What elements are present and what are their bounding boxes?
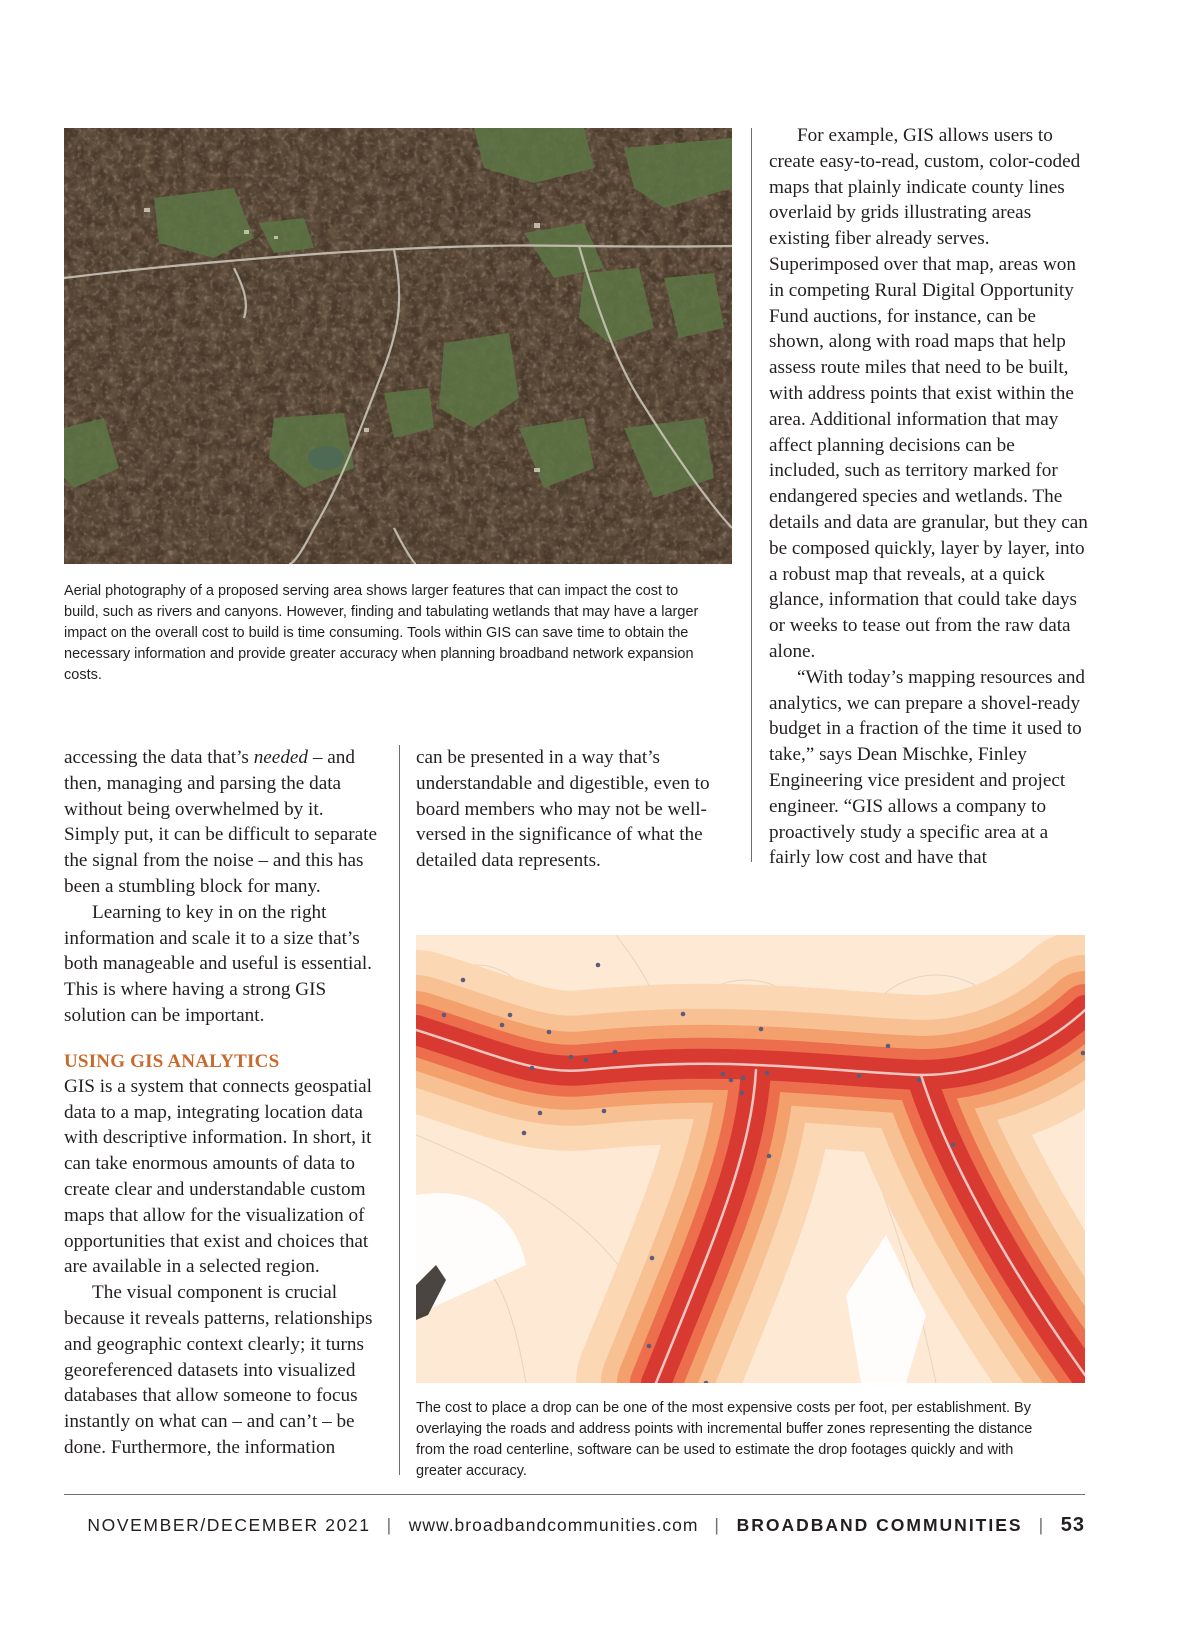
page-number: 53	[1060, 1513, 1085, 1536]
footer-issue: NOVEMBER/DECEMBER 2021	[87, 1514, 371, 1535]
left-column-paragraph-3: GIS is a system that connects geospatial data to a map, integrating location data with descriptive information. In short, it can take enormous amounts of data to create clear and understandable custom maps that allow for the visualization of opportunities that exist and choices that are available in a selected region.	[64, 1075, 373, 1278]
right-column-paragraph-2: “With today’s mapping resources and analytics, we can prepare a shovel-ready budget in a fraction of the time it used to take,” says Dean Mischke, Finley Engineering vice president and project engineer. “GIS allows a company to proactively study a specific area at a fairly low cost and have that	[769, 666, 1086, 869]
middle-column-paragraph-1: can be presented in a way that’s understandable and digestible, even to board members who may not be well-versed in the significance of what the detailed data represents.	[416, 747, 710, 872]
left-column-paragraph-4: The visual component is crucial because it reveals patterns, relationships and geographic context clearly; it turns georeferenced datasets into visualized databases that allow someone to focus instantly on what can – and can’t – be done. Furthermore, the information	[64, 1282, 373, 1458]
right-column-paragraph-1: For example, GIS allows users to create easy-to-read, custom, color-coded maps that plainly indicate county lines overlaid by grids illustrating areas existing fiber already serves. Superimposed over that map, areas won in competing Rural Digital Opportunity Fund auctions, for instance, can be shown, along with road maps that help assess route miles that need to be built, with address points that exist within the area. Additional information that may affect planning decisions can be included, such as territory marked for endangered species and wetlands. The details and data are granular, but they can be composed quickly, layer by layer, into a robust map that reveals, at a quick glance, information that could take days or weeks to tease out from the raw data alone.	[769, 125, 1088, 662]
footer-magazine-name: BROADBAND COMMUNITIES	[736, 1514, 1023, 1535]
footer-rule	[64, 1494, 1085, 1495]
footer-separator: |	[1038, 1514, 1045, 1535]
buffer-zone-map	[416, 935, 1085, 1383]
aerial-photo-image	[64, 128, 732, 564]
p1-text-end: – and then, managing and parsing the data without being overwhelmed by it. Simply put, it can be difficult to separate the signal from the noise – and this has been a stumbling block for many.	[64, 747, 377, 897]
column-divider-right	[751, 128, 752, 862]
left-column-paragraph-2: Learning to key in on the right information and scale it to a size that’s both manageable and useful is essential. This is where having a strong GIS solution can be important.	[64, 901, 372, 1026]
p1-text-start: accessing the data that’s	[64, 747, 254, 768]
left-column-paragraph-1	[64, 745, 382, 900]
footer-separator: |	[714, 1514, 721, 1535]
right-column	[769, 123, 1089, 871]
buffer-map-caption: The cost to place a drop can be one of the most expensive costs per foot, per establishment. By overlaying the roads and address points with incremental buffer zones representing the distance from the road centerline, software can be used to estimate the drop footages quickly and with greater accuracy.	[416, 1400, 1033, 1479]
aerial-photo	[64, 128, 732, 564]
middle-column	[416, 745, 734, 874]
footer-separator: |	[386, 1514, 393, 1535]
aerial-photo-caption: Aerial photography of a proposed serving area shows larger features that can impact the cost to build, such as rivers and canyons. However, finding and tabulating wetlands that may have a larger impact on the overall cost to build is time consuming. Tools within GIS can save time to obtain the necessary information and provide greater accuracy when planning broadband network expansion costs.	[64, 583, 699, 683]
column-divider-left	[399, 745, 400, 1475]
section-heading: USING GIS ANALYTICS	[64, 1050, 280, 1072]
p1-emphasis: needed	[253, 747, 309, 768]
footer-website: www.broadbandcommunities.com	[408, 1514, 699, 1535]
buffer-zone-map-image	[416, 935, 1085, 1383]
left-column	[64, 745, 382, 1461]
page-footer	[64, 1512, 1085, 1538]
